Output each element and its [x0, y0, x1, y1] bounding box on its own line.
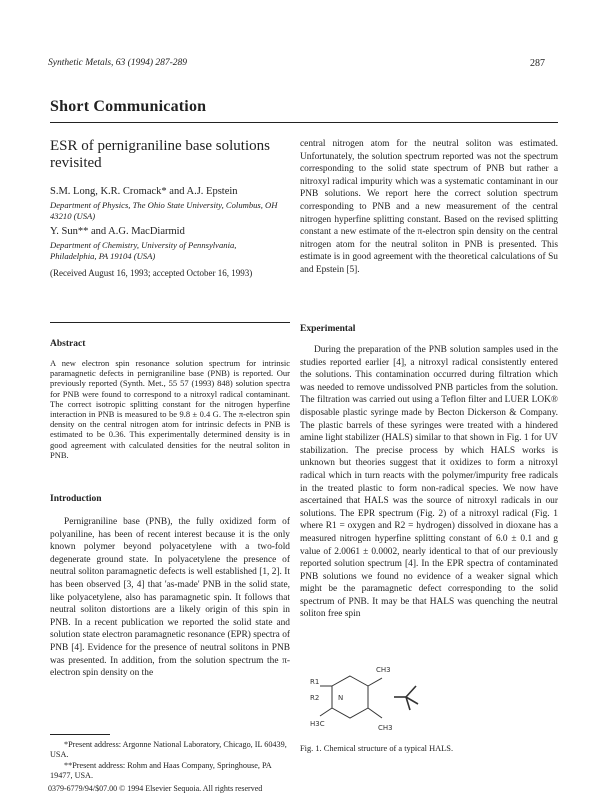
- introduction-heading: Introduction: [50, 494, 102, 504]
- label-h3c: H3C: [310, 720, 325, 728]
- title-line-2: revisited: [50, 155, 102, 171]
- section-label: Short Communication: [50, 98, 207, 115]
- label-r2: R2: [310, 694, 320, 702]
- label-r1: R1: [310, 678, 320, 686]
- copyright-line: 0379-6779/94/$07.00 © 1994 Elsevier Sequoia. All rights reserved: [48, 784, 263, 793]
- hals-structure-figure: [310, 660, 470, 738]
- bond-ch3-bottom: [368, 708, 382, 718]
- received-dates: (Received August 16, 1993; accepted October 16, 1993): [50, 268, 253, 278]
- abstract-rule: [50, 322, 290, 323]
- abstract-heading: Abstract: [50, 339, 86, 349]
- section-rule: [50, 122, 558, 123]
- footnotes: [50, 740, 290, 782]
- continuation-text: central nitrogen atom for the neutral soliton was estimated. Unfortunately, the solution spectrum reported was not the spectrum corresponding to the solid state spectrum of PNB but rather a nitroxyl radical impurity which was a systematic contaminant in our PNB solutions. We report here the correct solution spectrum corresponding to PNB and a new measurement of the central nitrogen hyperfine splitting constant. Based on the revised splitting constant a new estimate of the π-electron spin density on the central nitrogen atom for the neutral soliton in PNB is presented. This estimate is in good agreement with the theoretical calculations of Su and Epstein [5].: [300, 139, 558, 275]
- label-n: N: [338, 694, 344, 702]
- footnote-1: *Present address: Argonne National Laboratory, Chicago, IL 60439, USA.: [50, 740, 287, 760]
- experimental-heading: Experimental: [300, 324, 356, 334]
- bond-ch3-top: [368, 678, 382, 686]
- article-title: [50, 138, 290, 172]
- introduction-paragraph: Pernigraniline base (PNB), the fully oxidized form of polyaniline, has been of recent interest because it is the only known polymer beyond polyacetylene with a two-fold degenerate ground state. In polyacetylene the presence of neutral soliton paramagnetic defects is well established [1, 2]. It has been observed [3, 4] that 'as-made' PNB in the solid state, like polyacetylene, also has paramagnetic spin. It follows that neutral soliton distortions are a likely origin of this spin in PNB. In a recent publication we reported the solid state and solution state electron paramagnetic resonance (EPR) spectra of PNB [4]. Evidence for the presence of neutral solitons in PNB was presented. In addition, from the solution spectrum the π-electron spin density on the: [50, 517, 290, 679]
- footnote-rule: [50, 734, 110, 735]
- bond-h3c: [320, 708, 332, 716]
- bond-tbu-1: [406, 686, 416, 697]
- affiliation-1: Department of Physics, The Ohio State University, Columbus, OH 43210 (USA): [50, 200, 278, 221]
- introduction-text: [50, 516, 290, 680]
- footnote-2: **Present address: Rohm and Haas Company, Springhouse, PA 19477, USA.: [50, 760, 272, 781]
- label-ch3-top: CH3: [376, 666, 391, 674]
- authors-group-1: S.M. Long, K.R. Cromack* and A.J. Epstein: [50, 186, 238, 197]
- affiliation-2: Department of Chemistry, University of Pennsylvania, Philadelphia, PA 19104 (USA): [50, 240, 237, 261]
- experimental-paragraph: During the preparation of the PNB solution samples used in the studies reported earlier [4], a nitroxyl radical consistently entered the solutions. This contamination occurred during filtration which was needed to remove undissolved PNB particles from the solution. The filtration was carried out using a Teflon filter and LUER LOK® disposable plastic syringe made by Becton Dickerson & Company. The plastic barrels of these syringes were treated with a hindered amine light stabilizer (HALS) similar to that shown in Fig. 1 for UV stabilization. The precise process by which HALS works is unknown but theories suggest that it oxidizes to form a nitroxyl radical which in turn reacts with the polymer/impurity free radicals in the treated plastic to form non-radical species. We now have ascertained that HALS was the source of nitroxyl radicals in our solutions. The EPR spectrum (Fig. 2) of a nitroxyl radical (Fig. 1 where R1 = oxygen and R2 = hydrogen) dissolved in dioxane has a measured nitrogen hyperfine splitting constant of 6.0 ± 0.1 and g value of 2.0061 ± 0.0002, nearly identical to that of our previously reported solution spectrum [4]. In the EPR spectra of contaminated PNB solutions we found no evidence of a weaker signal which might be the paramagnetic defect corresponding to the solid spectrum of PNB. It may be that HALS was quenching the neutral soliton free spin: [300, 345, 558, 620]
- figure-1-caption: Fig. 1. Chemical structure of a typical HALS.: [300, 744, 454, 753]
- label-ch3-bottom: CH3: [378, 724, 393, 732]
- abstract-text: A new electron spin resonance solution spectrum for intrinsic paramagnetic defects in pernigraniline base (PNB) is reported. Our previously reported (Synth. Met., 55 57 (1993) 848) solution spectra for PNB were found to correspond to a nitroxyl radical contaminant. The correct isotropic splitting constant for the nitrogen hyperfine interaction in PNB is measured to be 9.8 ± 0.4 G. The π-electron spin density on the central nitrogen atom for intrinsic defects in PNB is estimated to be 0.36. This experimentally determined density is in good agreement with calculated densities for the neutral soliton in PNB.: [50, 358, 290, 460]
- experimental-text: [300, 344, 558, 621]
- page-number: 287: [530, 58, 545, 69]
- journal-reference: Synthetic Metals, 63 (1994) 287-289: [48, 58, 188, 68]
- title-line-1: ESR of pernigraniline base solutions: [50, 138, 270, 154]
- authors-group-2: Y. Sun** and A.G. MacDiarmid: [50, 226, 185, 237]
